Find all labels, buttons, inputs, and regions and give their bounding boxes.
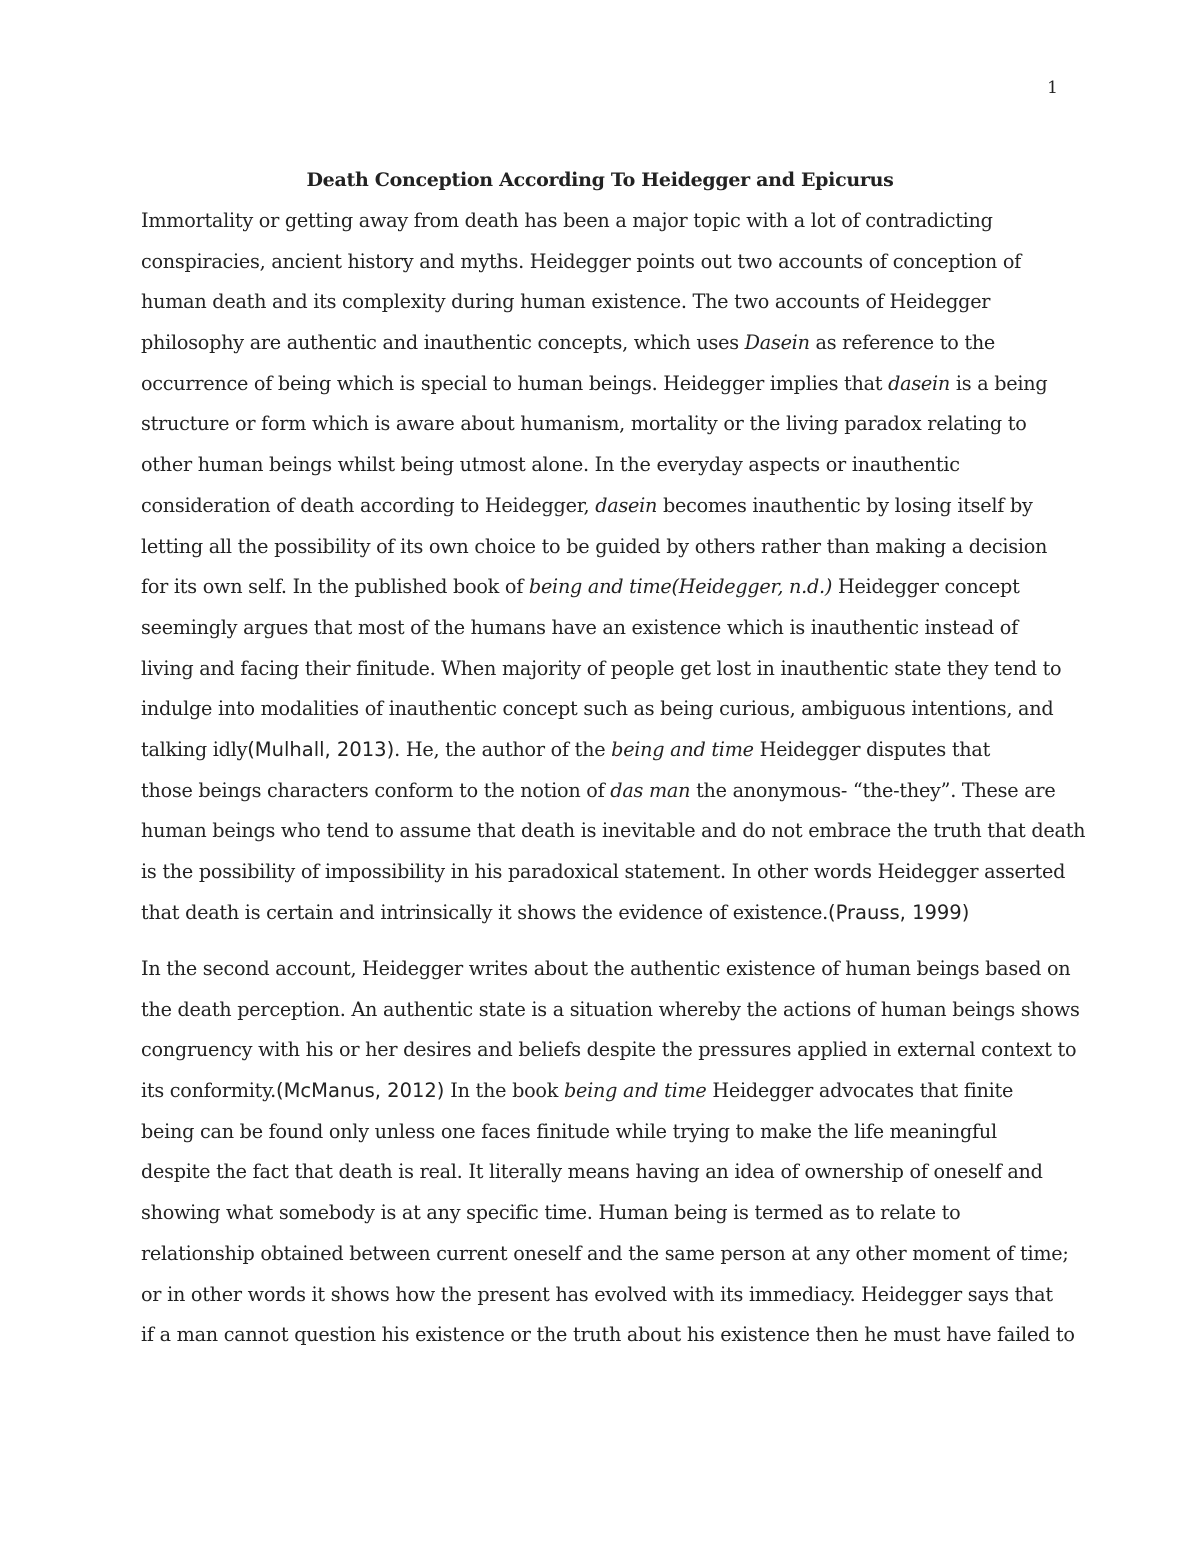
text-run: philosophy are authentic and inauthentic concepts, which uses: [141, 331, 745, 355]
text-run: despite the fact that death is real. It literally means having an idea of ownership of oneself and: [141, 1160, 1043, 1184]
text-line: [141, 1159, 1071, 1200]
page-number: 1: [1047, 78, 1058, 98]
text-line: [141, 1322, 1075, 1363]
text-run: conspiracies, ancient history and myths. Heidegger points out two accounts of conception of: [141, 249, 1022, 273]
text-line: [141, 615, 1071, 656]
text-run: relationship obtained between current oneself and the same person at any other moment of time;: [141, 1241, 1069, 1265]
text-run: indulge into modalities of inauthentic concept such as being curious, ambiguous intentions, and: [141, 697, 1054, 721]
text-line: [141, 1037, 1077, 1078]
text-line: [141, 997, 1080, 1038]
text-run: occurrence of being which is special to human beings. Heidegger implies that: [141, 371, 889, 395]
text-run: In the book: [444, 1079, 564, 1103]
text-line: [141, 411, 1071, 452]
text-run: structure or form which is aware about humanism, mortality or the living paradox relating to: [141, 412, 1027, 436]
text-line: [141, 956, 1071, 997]
italic-text: being and time: [611, 737, 754, 761]
text-line: [141, 818, 1086, 859]
text-run: the anonymous- “the-they”. These are: [690, 778, 1056, 802]
text-run: or in other words it shows how the present has evolved with its immediacy. Heidegger says that: [141, 1282, 1053, 1306]
citation: (Prauss, 1999): [828, 900, 970, 924]
text-line: [141, 859, 1071, 900]
citation: (Mulhall, 2013): [247, 737, 395, 761]
text-line: [141, 737, 1071, 778]
text-line: [141, 1078, 1071, 1119]
text-run: . He, the author of the: [394, 737, 612, 761]
italic-text: dasein: [888, 371, 951, 395]
text-run: Immortality or getting away from death has been a major topic with a lot of contradicting: [141, 209, 993, 232]
text-line: [141, 656, 1071, 697]
text-line: [141, 1119, 1071, 1160]
text-run: congruency with his or her desires and beliefs despite the pressures applied in external context to: [141, 1038, 1077, 1062]
text-line: [141, 696, 1071, 737]
text-line: [141, 208, 1071, 249]
text-run: human beings who tend to assume that death is inevitable and do not embrace the truth that death: [141, 819, 1086, 843]
text-run: showing what somebody is at any specific time. Human being is termed as to relate to: [141, 1201, 961, 1225]
body-paragraph-2: [141, 956, 1080, 1363]
text-run: living and facing their finitude. When majority of people get lost in inauthentic state they tend to: [141, 656, 1062, 680]
italic-text: being and time(Heidegger, n.d.): [528, 575, 833, 599]
text-line: [141, 1282, 1071, 1323]
text-line: [141, 452, 1071, 493]
text-run: its conformity.: [141, 1079, 276, 1103]
text-run: In the second account, Heidegger writes about the authentic existence of human beings based on: [141, 957, 1071, 980]
text-line: [141, 1200, 1071, 1241]
text-line: [141, 330, 1071, 371]
text-run: those beings characters conform to the notion of: [141, 778, 611, 802]
text-run: becomes inauthentic by losing itself by: [657, 493, 1033, 517]
text-run: other human beings whilst being utmost alone. In the everyday aspects or inauthentic: [141, 453, 960, 477]
text-run: human death and its complexity during human existence. The two accounts of Heidegger: [141, 290, 991, 314]
text-run: being can be found only unless one faces finitude while trying to make the life meaningful: [141, 1119, 997, 1143]
citation: (McManus, 2012): [275, 1079, 445, 1103]
text-run: Heidegger disputes that: [753, 737, 991, 761]
text-run: is a being: [950, 371, 1048, 395]
italic-text: dasein: [595, 493, 658, 517]
italic-text: das man: [610, 778, 691, 802]
text-run: talking idly: [141, 737, 248, 761]
document-title: Death Conception According To Heidegger and Epicurus: [306, 169, 894, 191]
text-line: [141, 493, 1071, 534]
text-line: [141, 574, 1071, 615]
text-line: [141, 371, 1071, 412]
text-line: [141, 534, 1071, 575]
body-paragraph-1: [141, 208, 1086, 940]
text-run: as reference to the: [809, 331, 996, 355]
text-line: [141, 1241, 1071, 1282]
text-run: Heidegger concept: [832, 575, 1020, 599]
text-run: consideration of death according to Heidegger,: [141, 493, 596, 517]
text-run: the death perception. An authentic state is a situation whereby the actions of human beings shows: [141, 997, 1080, 1021]
text-run: if a man cannot question his existence or the truth about his existence then he must have failed to: [141, 1323, 1075, 1347]
text-line: [141, 289, 1071, 330]
text-line: [141, 778, 1071, 819]
text-line: [141, 249, 1071, 290]
italic-text: being and time: [563, 1079, 707, 1103]
text-run: that death is certain and intrinsically it shows the evidence of existence.: [141, 900, 828, 924]
text-run: letting all the possibility of its own choice to be guided by others rather than making a decision: [141, 534, 1048, 558]
text-run: is the possibility of impossibility in his paradoxical statement. In other words Heidegger asserted: [141, 860, 1066, 883]
text-run: Heidegger advocates that finite: [706, 1079, 1014, 1103]
italic-text: Dasein: [744, 331, 810, 355]
text-run: seemingly argues that most of the humans have an existence which is inauthentic instead of: [141, 615, 1018, 639]
text-run: for its own self. In the published book of: [141, 575, 529, 599]
text-line: [141, 900, 1071, 941]
